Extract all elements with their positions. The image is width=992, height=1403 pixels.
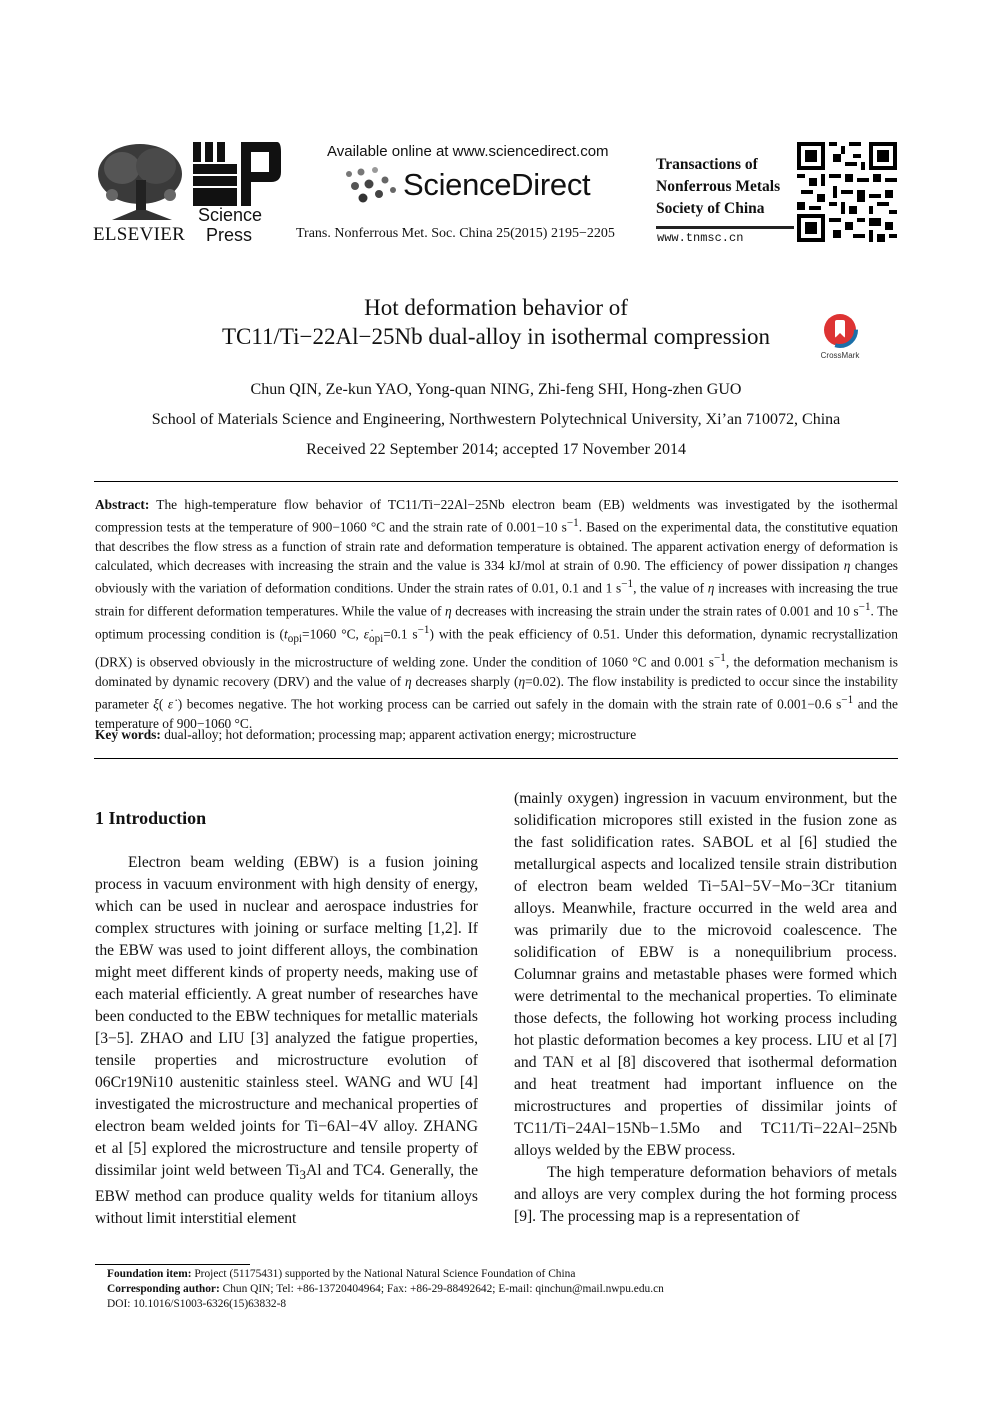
intro-paragraph-1-continued: (mainly oxygen) ingression in vacuum environment, but the solidification micropores still existed in the fusion zone as the fast solidification rates. SABOL et al [6] studied the metallurgical aspects and localized tensile strain distribution of electron beam welded Ti−5Al−5V−Mo−3Cr titanium alloys. Meanwhile, fracture occurred in the weld area and was primarily due to the microvoid coalescence. The solidification of EBW is a nonequilibrium process. Columnar grains and metastable phases were formed which were detrimental to the mechanical properties. To eliminate those defects, the following hot working process including hot plastic deformation becomes a key process. LIU et al [7] and TAN et al [8] discovered that isothermal deformation and heat treatment had important influence on the microstructures and properties of dissimilar joints of TC11/Ti−24Al−15Nb−1.5Mo and TC11/Ti−22Al−25Nb alloys welded by the EBW process.: [514, 790, 897, 1159]
footnote-doi[interactable]: DOI: 10.1016/S1003-6326(15)63832-8: [107, 1298, 287, 1310]
abstract-sup-6: −1: [841, 693, 854, 706]
journal-name-line3: Society of China: [656, 200, 765, 217]
abstract-eta-2: η: [707, 580, 715, 596]
elsevier-wordmark: ELSEVIER: [93, 224, 186, 245]
abstract-text-b: . Based on the experimental data, the constitutive equation that describes the flow stress as a function of strain rate and deformation temperature is obtained. The apparent activation energy of deformation is calculated, which decreases with increasing the strain and the value is 334 kJ/mol at strain of 0.90. The efficiency of power dissipation: [95, 519, 898, 574]
abstract-epsdot-1: ε̇: [363, 626, 369, 642]
footnote-foundation-label: Foundation item:: [107, 1268, 192, 1280]
abstract-text-i: =0.1 s: [383, 626, 418, 642]
abstract-text-a: The high-temperature flow behavior of TC11/Ti−22Al−25Nb electron beam (EB) weldments was investigated by the isothermal compression tests at the temperature of 900−1060 °C and the strain rate of 0.001−10 s: [95, 497, 898, 535]
abstract-text-p: and the temperature of 900−1060 °C.: [95, 696, 899, 731]
science-press-label-top: Science: [198, 205, 263, 225]
abstract-eta-5: η: [518, 673, 526, 689]
abstract-t: t: [284, 626, 288, 642]
footnote-corresponding-label: Corresponding author:: [107, 1283, 220, 1295]
abstract-sup-3: −1: [858, 600, 871, 613]
abstract-sup-2: −1: [621, 578, 634, 591]
abstract-bottom-rule: [94, 758, 898, 759]
section-heading-introduction: 1 Introduction: [95, 808, 207, 828]
crossmark-badge[interactable]: [818, 312, 862, 358]
science-press-logo: [191, 142, 281, 208]
qr-code-icon: [797, 142, 897, 242]
abstract-text-m: =0.02). The flow instability is predicted to occur since the instability parameter: [95, 673, 898, 712]
abstract-text-l: decreases sharply (: [411, 673, 519, 689]
abstract-text-h: =1060 °C,: [302, 626, 364, 642]
journal-name-line2: Nonferrous Metals: [656, 178, 781, 195]
abstract-text-k: , the deformation mechanism is dominated by dynamic recovery (DRV) and the value of: [95, 654, 898, 689]
abstract-text-f: decreases with increasing the strain under the strain rates of 0.001 and 10 s: [451, 603, 859, 619]
footnote-foundation: [107, 1267, 897, 1282]
abstract-label: Abstract:: [95, 497, 150, 512]
article-title-line2: TC11/Ti−22Al−25Nb dual-alloy in isothermal compression: [221, 324, 771, 349]
abstract-text-d: , the value of: [633, 580, 708, 596]
abstract-text-g: . The optimum processing condition is (: [95, 603, 898, 642]
journal-divider: [656, 226, 794, 229]
journal-url: www.tnmsc.cn: [657, 231, 744, 245]
keywords-text: dual-alloy; hot deformation; processing map; apparent activation energy; microstructure: [160, 727, 637, 742]
abstract-eta-1: η: [843, 558, 851, 574]
article-title-line1: Hot deformation behavior of: [364, 295, 628, 320]
crossmark-icon: [818, 312, 862, 348]
footnote-corresponding-text: Chun QIN; Tel: +86-13720404964; Fax: +86-29-88492642; E-mail: qinchun@mail.nwpu.edu.cn: [219, 1283, 664, 1295]
keywords-label: Key words:: [95, 727, 161, 742]
abstract-eta-4: η: [404, 673, 412, 689]
abstract-sub-opi-1: opi: [287, 632, 303, 645]
journal-citation: Trans. Nonferrous Met. Soc. China 25(2015) 2195−2205: [296, 226, 615, 241]
affiliation: School of Materials Science and Engineering, Northwestern Polytechnical University, Xi’an 710072, China: [151, 411, 841, 428]
abstract-text-j: ) with the peak efficiency of 0.51. Under this deformation, dynamic recrystallization (DRX) is observed obviously in the microstructure of welding zone. Under the condition of 1060 °C and 0.001 s: [95, 626, 898, 670]
intro-paragraph-1-sub: 3: [299, 1167, 307, 1183]
abstract-sup-1: −1: [566, 517, 579, 530]
body-column-left: [95, 852, 478, 1230]
crossmark-label: CrossMark: [820, 351, 860, 360]
abstract: [95, 495, 898, 733]
intro-paragraph-1-text: Electron beam welding (EBW) is a fusion joining process in vacuum environment with high density of energy, which can be used in nuclear and aerospace industries for complex structures with joining or surface melting [1,2]. If the EBW was used to joint different alloys, the combination might meet different kinds of property needs, making use of each material efficiently. A great number of researches have been conducted to the EBW techniques for metallic materials [3−5]. ZHAO and LIU [3] analyzed the fatigue properties, tensile properties and microstructure evolution of 06Cr19Ni10 austenitic stainless steel. WANG and WU [4] investigated the microstructure and mechanical properties of electron beam welded joints for Ti−6Al−4V alloy. ZHANG et al [5] explored the microstructure and tensile property of dissimilar joint weld between Ti: [95, 854, 478, 1179]
footnote-corresponding: [107, 1282, 897, 1297]
sciencedirect-wordmark: ScienceDirect: [403, 167, 591, 202]
abstract-eta-3: η: [445, 603, 452, 619]
footnote-rule: [95, 1264, 250, 1265]
science-press-label-bottom: Press: [206, 225, 253, 245]
journal-name: [656, 154, 780, 220]
intro-paragraph-2: The high temperature deformation behaviors of metals and alloys are very complex during the hot forming process [9]. The processing map is a representation of: [514, 1164, 897, 1225]
intro-paragraph-1: [95, 852, 478, 1230]
journal-name-line1: Transactions of: [656, 156, 758, 173]
keywords: [95, 725, 898, 744]
abstract-text-c: changes obviously with the variation of deformation conditions. Under the strain rates of 0.01, 0.1 and 1 s: [95, 558, 898, 596]
received-accepted-dates: Received 22 September 2014; accepted 17 November 2014: [306, 441, 686, 458]
abstract-xi: ξ: [153, 696, 159, 712]
intro-paragraph-1-end: Al and TC4. Generally, the EBW method can produce quality welds for titanium alloys without limit interstitial element: [95, 1162, 478, 1228]
abstract-text-o: ) becomes negative. The hot working process can be carried out safely in the domain with the strain rate of 0.001−0.6 s: [173, 696, 842, 712]
abstract-text-n: (: [158, 696, 168, 712]
abstract-sup-5: −1: [714, 651, 726, 664]
abstract-top-rule: [94, 481, 898, 482]
abstract-sub-opi-2: opi: [369, 632, 384, 645]
body-column-right: [514, 788, 897, 1228]
available-online-text: Available online at www.sciencedirect.com: [327, 143, 609, 160]
author-list: Chun QIN, Ze-kun YAO, Yong-quan NING, Zhi-feng SHI, Hong-zhen GUO: [250, 381, 742, 398]
sciencedirect-dots-icon: [341, 164, 401, 204]
abstract-epsdot-2: ε̇: [167, 696, 174, 712]
abstract-sup-4: −1: [417, 623, 430, 636]
footnote-foundation-text: Project (51175431) supported by the National Natural Science Foundation of China: [191, 1268, 576, 1280]
abstract-text-e: increases with increasing the true strain for different deformation temperatures. While the value of: [95, 580, 899, 619]
